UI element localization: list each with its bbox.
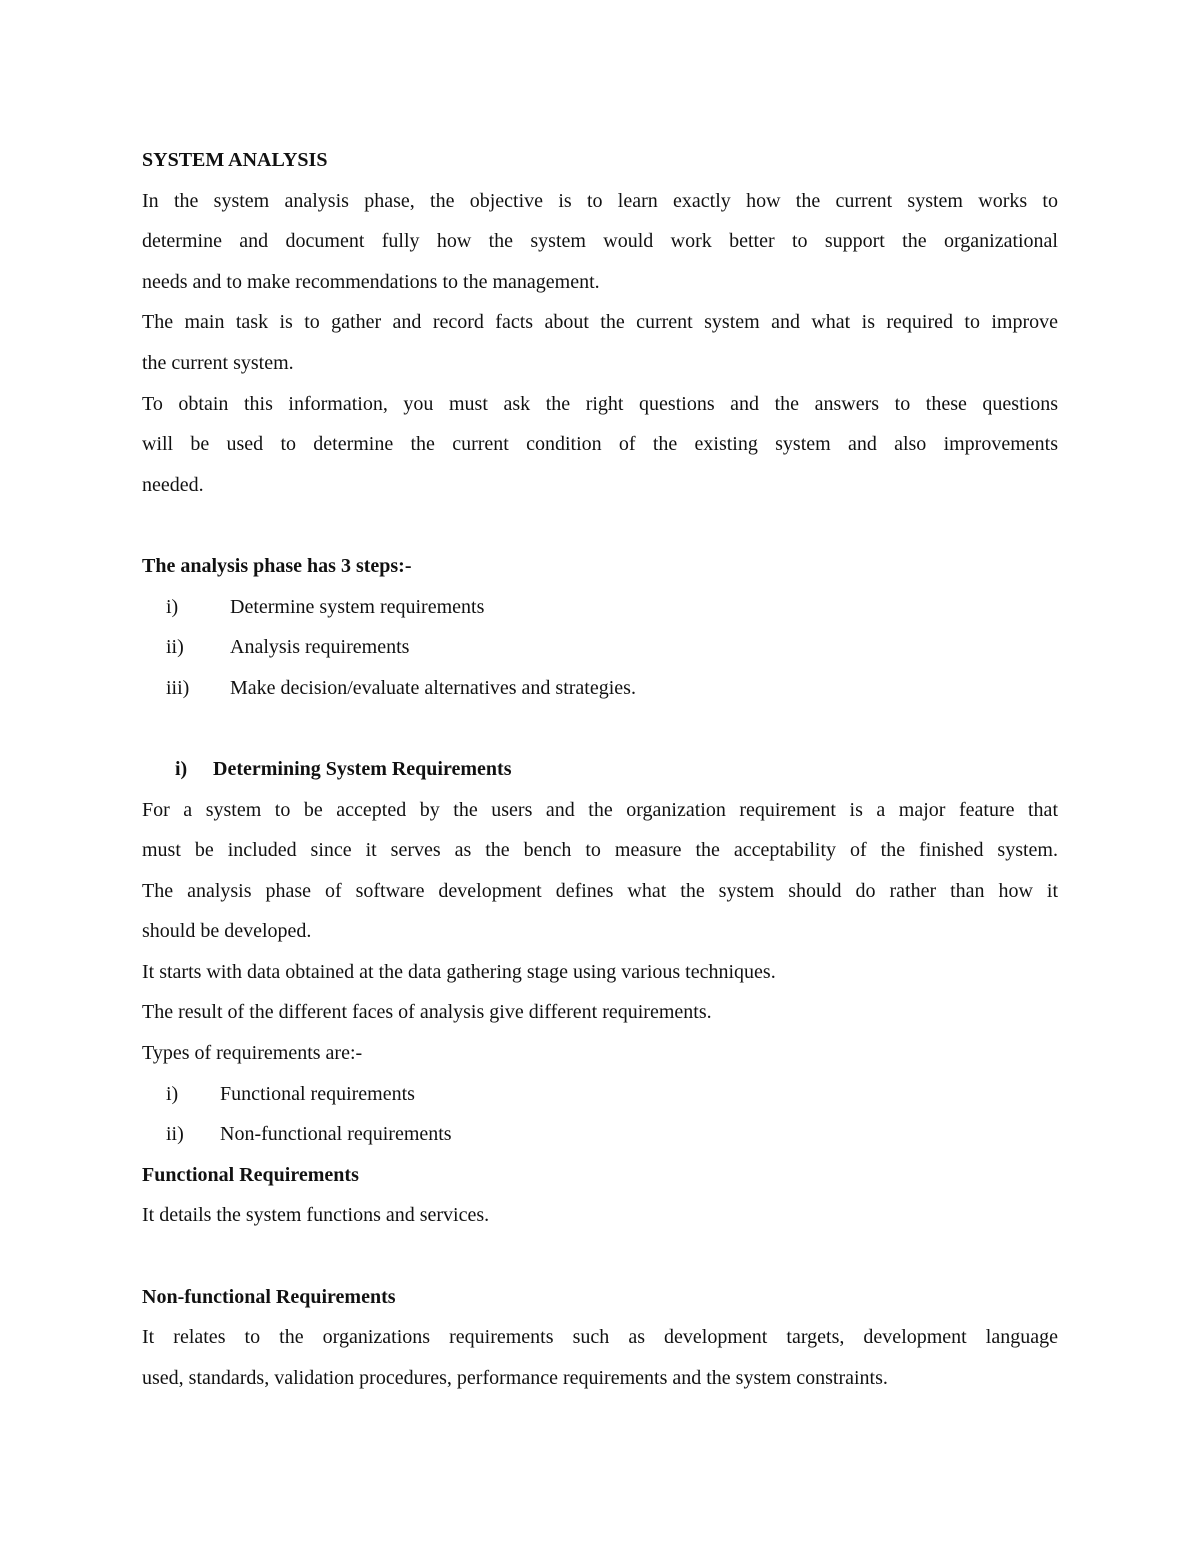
section-line-6: The result of the different faces of analysis give different requirements. xyxy=(142,1001,712,1024)
list-item-text: Determine system requirements xyxy=(230,595,485,618)
list-item xyxy=(142,668,1058,709)
main-task-line-2: the current system. xyxy=(142,351,294,374)
list-item xyxy=(142,1114,1058,1155)
steps-list xyxy=(142,587,1058,709)
section-heading-determining-requirements xyxy=(142,749,1058,790)
section-line-5: It starts with data obtained at the data gathering stage using various techniques. xyxy=(142,960,776,983)
section-title: Determining System Requirements xyxy=(213,757,512,780)
document-title: SYSTEM ANALYSIS xyxy=(142,149,328,171)
list-item-text: Functional requirements xyxy=(220,1082,415,1105)
non-functional-heading: Non-functional Requirements xyxy=(142,1285,396,1308)
functional-text: It details the system functions and services. xyxy=(142,1204,490,1227)
steps-heading: The analysis phase has 3 steps:- xyxy=(142,554,412,577)
list-item xyxy=(142,627,1058,668)
section-line-7: Types of requirements are:- xyxy=(142,1042,363,1065)
requirement-types-list xyxy=(142,1074,1058,1155)
functional-heading: Functional Requirements xyxy=(142,1163,359,1186)
intro-line-3: needs and to make recommendations to the management. xyxy=(142,270,600,293)
section-line-4: should be developed. xyxy=(142,920,312,943)
list-item-number: ii) xyxy=(166,1123,184,1146)
section-number: i) xyxy=(175,757,188,780)
obtain-line-3: needed. xyxy=(142,473,204,496)
list-item-number: i) xyxy=(166,595,179,618)
document-body xyxy=(142,140,1058,1398)
list-item-number: i) xyxy=(166,1082,179,1105)
list-item xyxy=(142,587,1058,628)
obtain-line-1: To obtain this information, you must ask the right questions and the answers to these questions xyxy=(142,392,1058,415)
non-functional-line-2: used, standards, validation procedures, performance requirements and the system constraints. xyxy=(142,1366,888,1389)
spacer xyxy=(142,708,1058,749)
list-item-text: Make decision/evaluate alternatives and strategies. xyxy=(230,676,636,699)
section-line-3: The analysis phase of software development defines what the system should do rather than how it xyxy=(142,879,1058,902)
list-item xyxy=(142,1074,1058,1115)
spacer xyxy=(142,505,1058,546)
list-item-number: ii) xyxy=(166,636,184,659)
section-line-1: For a system to be accepted by the users and the organization requirement is a major feature that xyxy=(142,798,1058,821)
non-functional-line-1: It relates to the organizations requirements such as development targets, development language xyxy=(142,1326,1058,1349)
spacer xyxy=(142,1236,1058,1277)
list-item-text: Non-functional requirements xyxy=(220,1123,452,1146)
main-task-line-1: The main task is to gather and record facts about the current system and what is required to improve xyxy=(142,311,1058,334)
section-line-2: must be included since it serves as the bench to measure the acceptability of the finished system. xyxy=(142,839,1058,862)
list-item-number: iii) xyxy=(166,676,190,699)
obtain-line-2: will be used to determine the current condition of the existing system and also improvements xyxy=(142,433,1058,456)
list-item-text: Analysis requirements xyxy=(230,636,410,659)
intro-line-2: determine and document fully how the system would work better to support the organizational xyxy=(142,230,1058,253)
intro-line-1: In the system analysis phase, the objective is to learn exactly how the current system works to xyxy=(142,189,1058,212)
